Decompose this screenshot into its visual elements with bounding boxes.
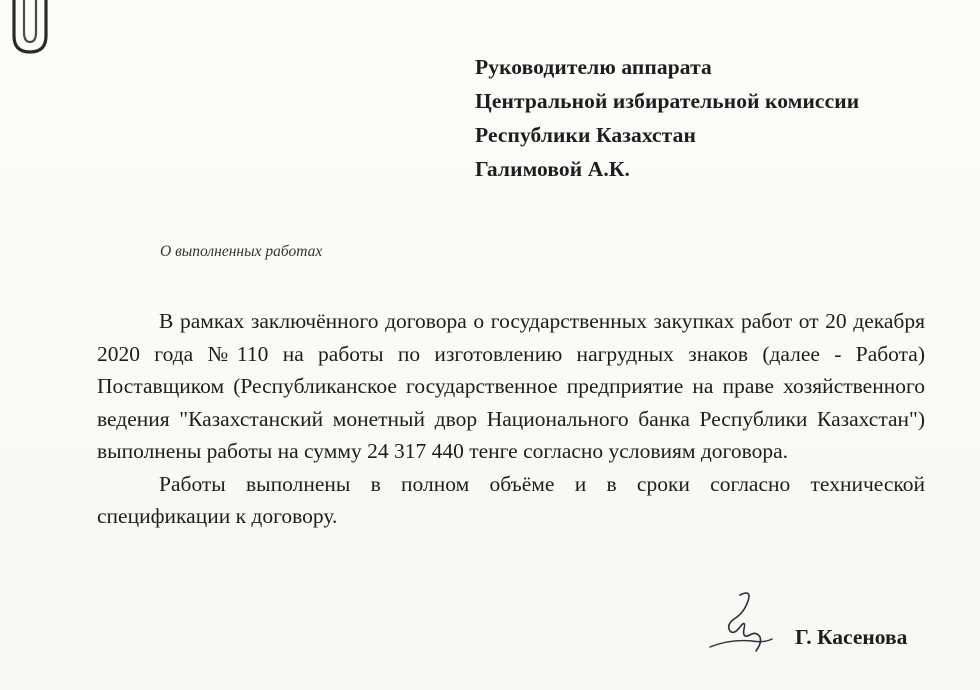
paperclip-icon: [0, 0, 70, 60]
addressee-line-1: Руководителю аппарата: [475, 55, 712, 79]
letter-body: [97, 305, 925, 533]
signer-name: Г. Касенова: [795, 625, 908, 649]
body-paragraph-2: Работы выполнены в полном объёме и в сроки согласно технической спецификации к договору.: [97, 471, 925, 528]
body-paragraph-1: В рамках заключённого договора о государственных закупках работ от 20 декабря 2020 года №110 на работы по изготовлению нагрудных знаков (далее - Работа) Поставщиком (Республиканское государственное предприятие на праве хозяйственного ведения "Казахстанский монетный двор Национального банка Республики Казахстан") выполнены работы на сумму 24 317 440 тенге согласно условиям договора.: [97, 309, 925, 463]
addressee-line-3: Республики Казахстан: [475, 123, 696, 147]
addressee-block: [475, 50, 859, 186]
addressee-line-4: Галимовой А.К.: [475, 157, 630, 181]
handwritten-signature: [700, 585, 780, 665]
letter-subject: О выполненных работах: [160, 243, 323, 260]
addressee-line-2: Центральной избирательной комиссии: [475, 89, 860, 113]
